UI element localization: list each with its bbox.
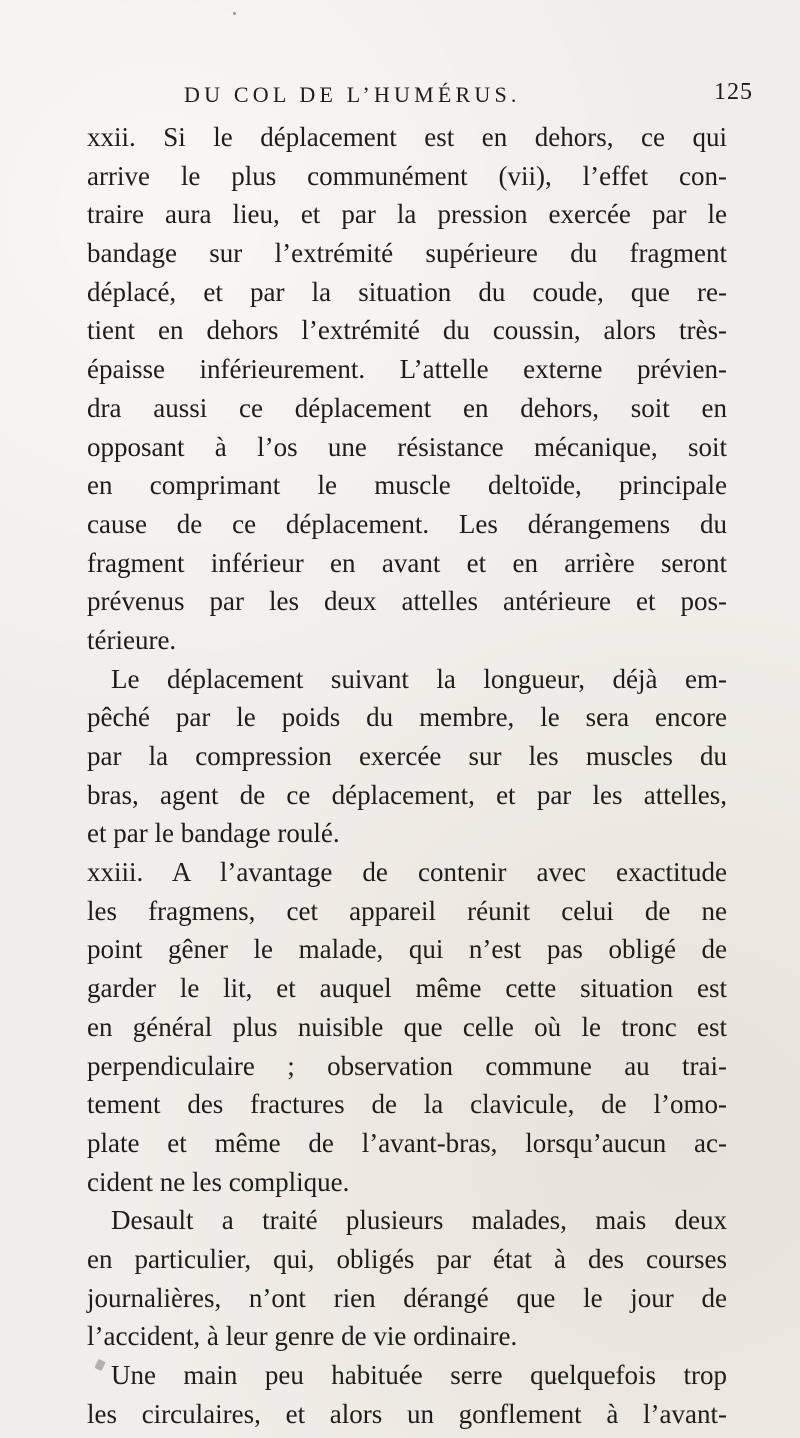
text-line: fragment inférieur en avant et en arrière seront <box>87 547 727 578</box>
text-line: dra aussi ce déplacement en dehors, soit en <box>87 392 727 423</box>
text-line: pêché par le poids du membre, le sera encore <box>87 702 727 733</box>
text-line: en comprimant le muscle deltoïde, principale <box>87 470 727 501</box>
text-line: en particulier, qui, obligés par état à des courses <box>87 1243 727 1274</box>
text-line: perpendiculaire ; observation commune au trai- <box>87 1050 727 1081</box>
text-line: journalières, n’ont rien dérangé que le jour de <box>87 1282 727 1313</box>
text-line: cident ne les complique. <box>87 1166 350 1197</box>
text-line: les fragmens, cet appareil réunit celui de ne <box>87 895 727 926</box>
body-text <box>87 118 727 1433</box>
text-line: Le déplacement suivant la longueur, déjà em- <box>111 663 727 694</box>
text-line: térieure. <box>87 624 177 655</box>
ink-speck <box>233 12 236 15</box>
text-line: traire aura lieu, et par la pression exercée par le <box>87 199 727 230</box>
text-line: bras, agent de ce déplacement, et par les attelles, <box>87 779 727 810</box>
text-line: bandage sur l’extrémité supérieure du fragment <box>87 238 727 269</box>
text-line: prévenus par les deux attelles antérieure et pos- <box>87 586 727 617</box>
text-line: et par le bandage roulé. <box>87 818 340 849</box>
text-line: xxii. Si le déplacement est en dehors, ce qui <box>87 122 727 152</box>
text-line: par la compression exercée sur les muscles du <box>87 741 727 771</box>
text-line: plate et même de l’avant-bras, lorsqu’aucun ac- <box>87 1127 727 1158</box>
text-line: xxiii. A l’avantage de contenir avec exactitude <box>87 857 727 888</box>
text-line: Une main peu habituée serre quelquefois trop <box>111 1360 727 1390</box>
page-number: 125 <box>714 79 753 105</box>
text-line: point gêner le malade, qui n’est pas obligé de <box>87 934 727 965</box>
text-line: arrive le plus communément (vii), l’effet con- <box>87 160 727 191</box>
text-line: Desault a traité plusieurs malades, mais deux <box>111 1205 727 1236</box>
text-line: déplacé, et par la situation du coude, que re- <box>87 276 727 307</box>
text-line: opposant à l’os une résistance mécanique, soit <box>87 431 727 462</box>
text-line: en général plus nuisible que celle où le tronc est <box>87 1011 727 1042</box>
text-line: tient en dehors l’extrémité du coussin, alors très- <box>87 315 727 346</box>
running-header: DU COL DE L’HUMÉRUS. <box>184 82 521 107</box>
text-line: garder le lit, et auquel même cette situation est <box>87 973 727 1004</box>
text-line: cause de ce déplacement. Les dérangemens du <box>87 508 727 539</box>
text-line: épaisse inférieurement. L’attelle externe prévien- <box>87 354 727 385</box>
text-line: l’accident, à leur genre de vie ordinaire. <box>87 1321 518 1352</box>
text-line: tement des fractures de la clavicule, de l’omo- <box>87 1089 727 1120</box>
text-line: les circulaires, et alors un gonflement à l’avant- <box>87 1398 727 1429</box>
